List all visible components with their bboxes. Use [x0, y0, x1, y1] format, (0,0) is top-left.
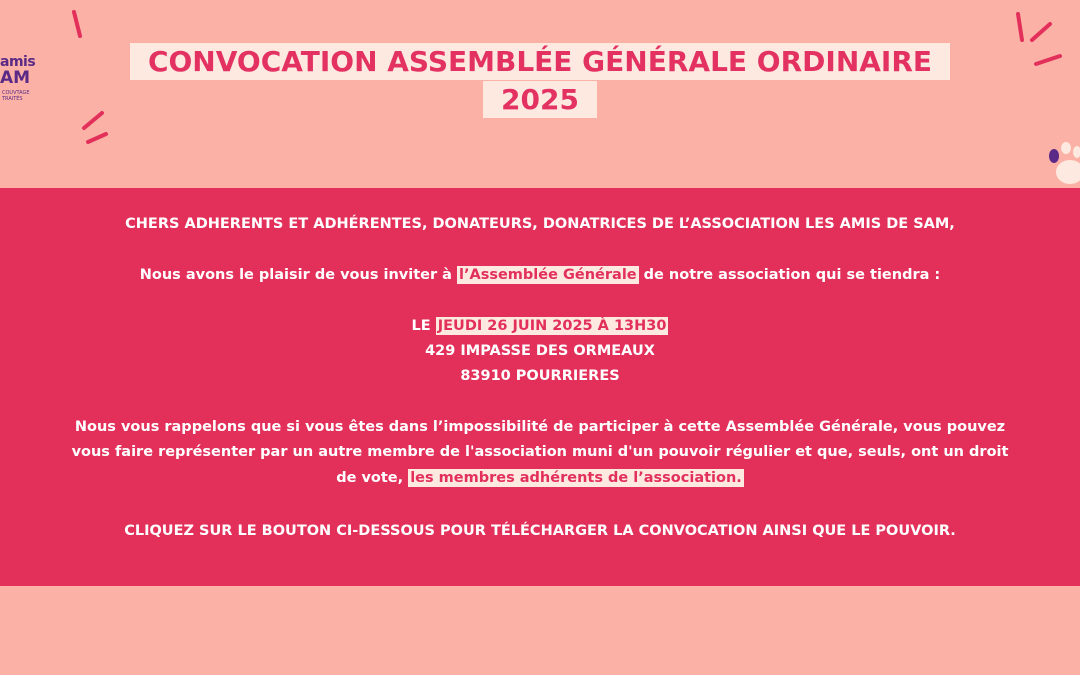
members-highlight: les membres adhérents de l’association.: [410, 470, 742, 486]
association-logo[interactable]: [0, 44, 40, 134]
assembly-highlight: l’Assemblée Générale: [459, 267, 637, 283]
logo-line1: amis: [0, 54, 36, 70]
date-highlight: JEUDI 26 JUIN 2025 À 13H30: [437, 318, 667, 334]
address-line1: 429 IMPASSE DES ORMEAUX: [425, 343, 655, 359]
sparkle-right-icon: [1010, 8, 1070, 78]
download-instruction: CLIQUEZ SUR LE BOUTON CI-DESSOUS POUR TÉLÉCHARGER LA CONVOCATION AINSI QUE LE POUVOIR.: [124, 523, 956, 539]
paw-icon: [1044, 138, 1080, 190]
reminder-line3: de vote, les membres adhérents de l’association.: [336, 470, 742, 486]
logo-line2: AM: [0, 68, 31, 88]
title-text: CONVOCATION ASSEMBLÉE GÉNÉRALE ORDINAIRE 2025: [130, 43, 950, 118]
greeting: CHERS ADHERENTS ET ADHÉRENTES, DONATEURS, DONATRICES DE L’ASSOCIATION LES AMIS DE SAM,: [125, 216, 955, 232]
reminder-line1: Nous vous rappelons que si vous êtes dans l’impossibilité de participer à cette Assemblée Générale, vous pouvez: [74, 419, 1006, 435]
convocation-card: [0, 188, 1080, 586]
logo-tagline: COUVTAGE TRAITÉS: [2, 90, 30, 102]
invitation-text: Nous avons le plaisir de vous inviter à l’Assemblée Générale de notre association qui se tiendra :: [139, 267, 941, 283]
address-line2: 83910 POURRIERES: [460, 368, 620, 384]
page-title: [110, 43, 970, 119]
date-line: LE JEUDI 26 JUIN 2025 À 13H30: [411, 318, 667, 334]
sparkle-left-icon: [60, 10, 110, 145]
reminder-line2: vous faire représenter par un autre membre de l'association muni d'un pouvoir régulier et que, seuls, ont un droit: [71, 444, 1009, 460]
